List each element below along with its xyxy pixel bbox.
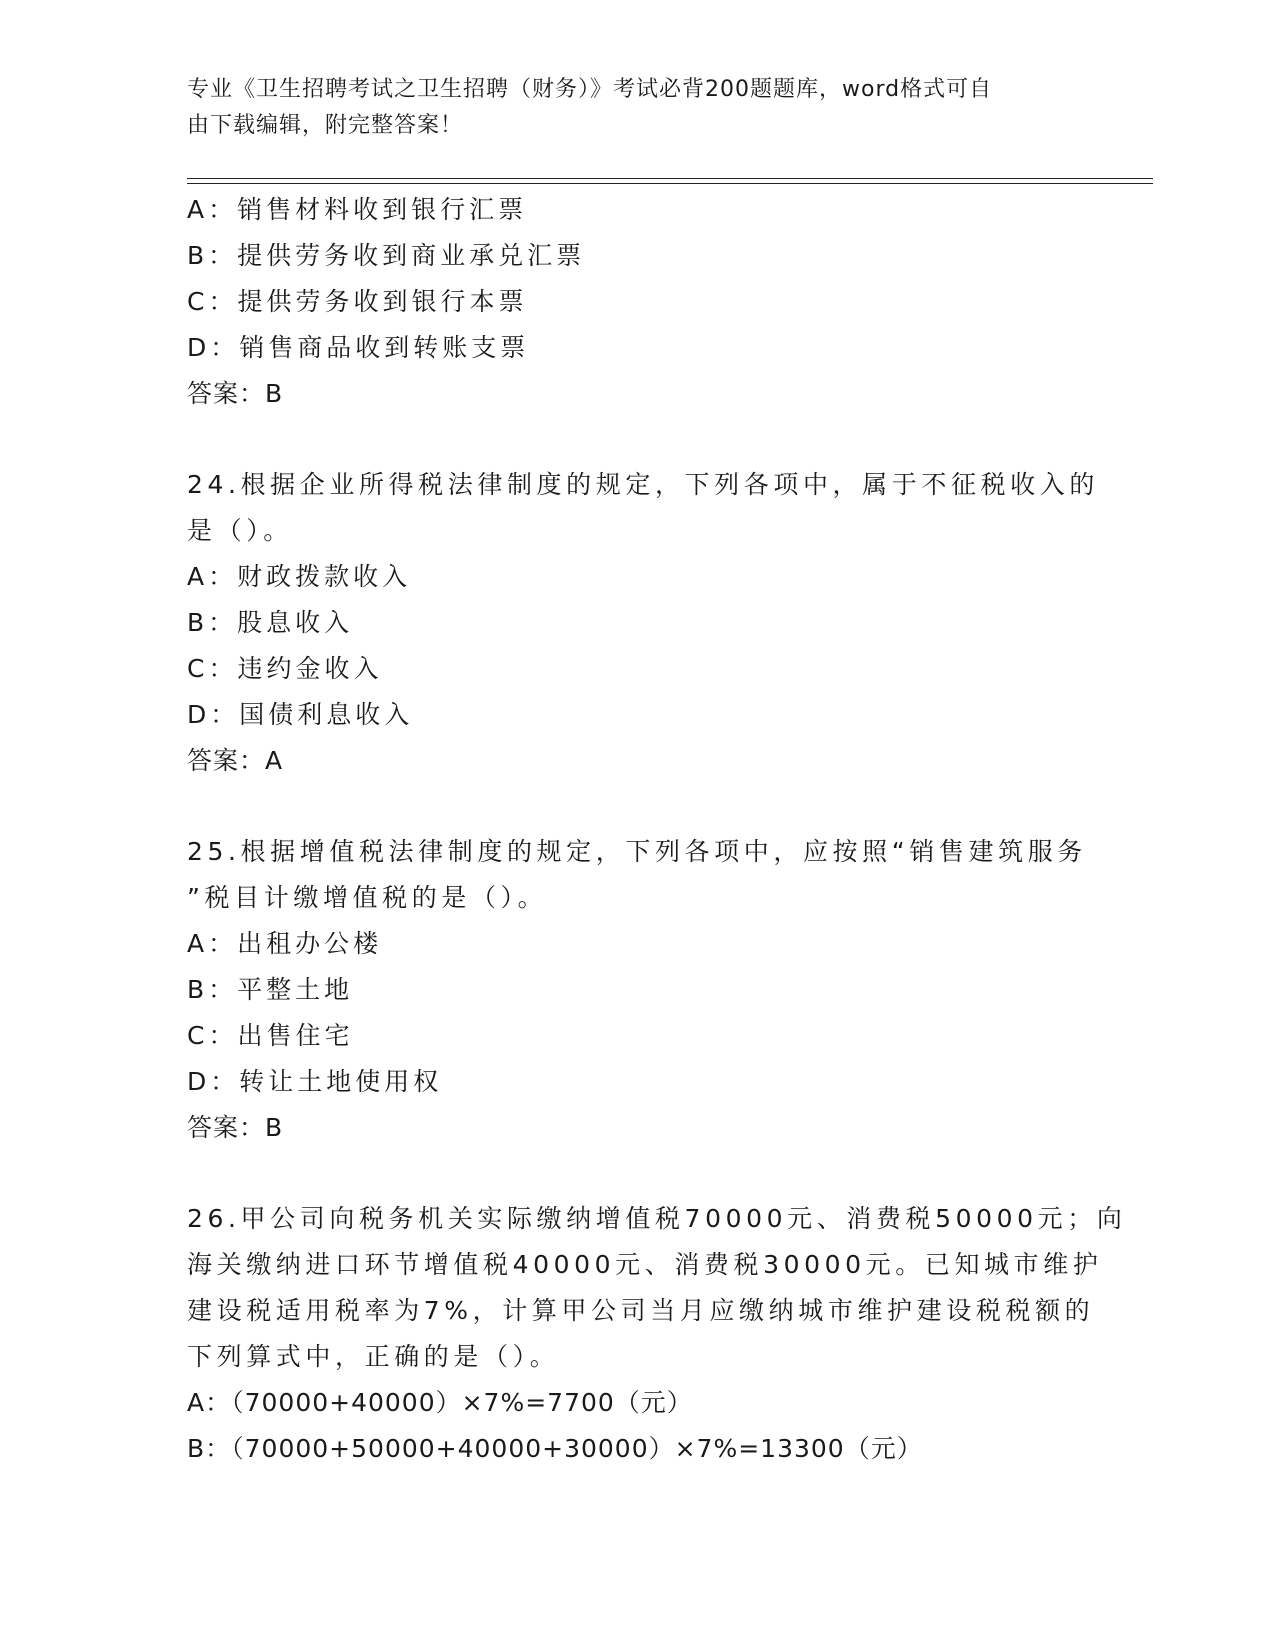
- answer: 答案：B: [187, 1113, 284, 1142]
- question-23: [187, 187, 1087, 417]
- document-header: [187, 72, 1067, 144]
- option-c: C：提供劳务收到银行本票: [187, 287, 528, 316]
- question-text-line-2: 海关缴纳进口环节增值税40000元、消费税30000元。已知城市维护: [187, 1250, 1103, 1279]
- option-b: B：股息收入: [187, 608, 354, 637]
- answer: 答案：B: [187, 379, 284, 408]
- question-list: [187, 187, 1127, 1472]
- question-text-line-3: 建设税适用税率为7%，计算甲公司当月应缴纳城市维护建设税税额的: [187, 1296, 1095, 1325]
- question-text-line-2: 是（）。: [187, 516, 293, 545]
- option-c: C：出售住宅: [187, 1021, 354, 1050]
- question-24: [187, 462, 1099, 784]
- spacer: [187, 784, 1087, 829]
- option-b: B：提供劳务收到商业承兑汇票: [187, 241, 586, 270]
- option-d: D：销售商品收到转账支票: [187, 333, 530, 362]
- option-c: C：违约金收入: [187, 654, 383, 683]
- question-25: [187, 829, 1087, 1151]
- spacer: [187, 417, 1087, 462]
- option-d: D：国债利息收入: [187, 700, 414, 729]
- answer: 答案：A: [187, 746, 284, 775]
- option-a: A：出租办公楼: [187, 929, 383, 958]
- option-b: B：平整土地: [187, 975, 354, 1004]
- option-d: D：转让土地使用权: [187, 1067, 443, 1096]
- header-rule-top: [187, 178, 1153, 179]
- option-a: A：（70000+40000）×7%=7700（元）: [187, 1388, 693, 1417]
- question-text-line-1: 25.根据增值税法律制度的规定，下列各项中，应按照“销售建筑服务: [187, 837, 1087, 866]
- question-text-line-1: 24.根据企业所得税法律制度的规定，下列各项中，属于不征税收入的: [187, 470, 1099, 499]
- spacer: [187, 1151, 1087, 1196]
- header-line-1: 专业《卫生招聘考试之卫生招聘（财务）》考试必背200题题库，word格式可自: [187, 77, 993, 102]
- header-line-2: 由下载编辑，附完整答案！: [187, 113, 464, 138]
- option-a: A：销售材料收到银行汇票: [187, 195, 528, 224]
- header-rule-bottom: [187, 183, 1153, 184]
- option-a: A：财政拨款收入: [187, 562, 412, 591]
- question-text-line-1: 26.甲公司向税务机关实际缴纳增值税70000元、消费税50000元；向: [187, 1204, 1127, 1233]
- question-text-line-4: 下列算式中，正确的是（）。: [187, 1342, 560, 1371]
- option-b: B：（70000+50000+40000+30000）×7%=13300（元）: [187, 1434, 923, 1463]
- question-26: [187, 1196, 1127, 1472]
- question-text-line-2: ”税目计缴增值税的是（）。: [187, 883, 548, 912]
